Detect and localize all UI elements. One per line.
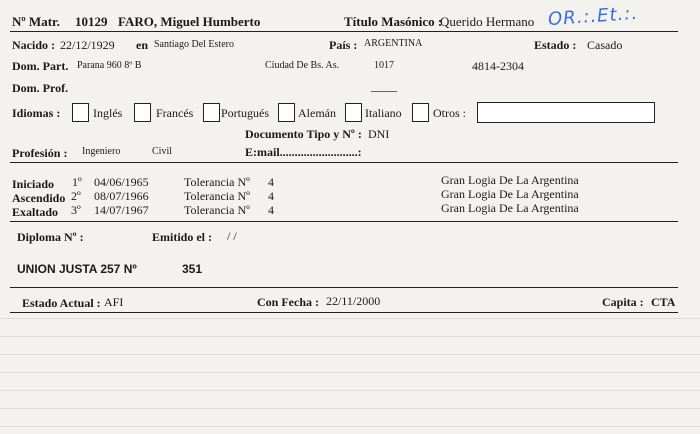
documento-value: DNI [368,127,390,141]
dom-part-label: Dom. Part. [12,59,69,73]
grade-lodge: Gran Logia De La Argentina [441,173,579,187]
divider [10,287,678,288]
tolerancia-value: 4 [268,175,274,189]
tolerancia-value: 4 [268,203,274,217]
emitido-value: / / [227,229,237,243]
profesion-value-2: Civil [152,146,173,157]
idioma-otros: Otros : [433,106,466,120]
profesion-label: Profesión : [12,146,68,160]
dom-part-phone: 4814-2304 [472,59,524,73]
fecha-value: 22/11/2000 [326,294,381,308]
grade-lodge: Gran Logia De La Argentina [441,201,579,215]
checkbox-frances[interactable] [134,103,151,122]
en-label: en [136,38,148,52]
grade-num: 1º [72,175,82,189]
grade-label: Iniciado [12,177,55,191]
profesion-value-1: Ingeniero [82,146,121,157]
grade-date: 04/06/1965 [94,175,149,189]
checkbox-otros[interactable] [412,103,429,122]
email-label: E:mail..........................: [245,145,362,159]
dom-prof-label: Dom. Prof. [12,81,69,95]
idioma-portugues: Portugués [221,106,269,120]
grade-num: 3º [71,203,81,217]
estado-actual-value: AFI [104,295,124,309]
tolerancia-label: Tolerancia Nº [184,189,250,203]
pais-value: ARGENTINA [364,38,423,49]
grade-date: 08/07/1966 [94,189,149,203]
divider [10,162,678,163]
grade-lodge: Gran Logia De La Argentina [441,187,579,201]
divider [10,312,678,313]
idioma-italiano: Italiano [365,106,402,120]
titulo-value: Querido Hermano [440,14,535,29]
underline [371,91,397,92]
divider [10,221,678,222]
idioma-aleman: Alemán [298,106,336,120]
idioma-ingles: Inglés [93,106,123,120]
tolerancia-value: 4 [268,189,274,203]
titulo-label: Título Masónico : [344,14,443,29]
estado-civil-label: Estado : [534,38,577,52]
tolerancia-label: Tolerancia Nº [184,175,250,189]
checkbox-ingles[interactable] [72,103,89,122]
dom-part-zip: 1017 [374,60,394,71]
checkbox-italiano[interactable] [345,103,362,122]
emitido-label: Emitido el : [152,230,212,244]
estado-actual-label: Estado Actual : [22,296,101,310]
idioma-frances: Francés [156,106,194,120]
grade-num: 2º [71,189,81,203]
checkbox-aleman[interactable] [278,103,295,122]
grade-label: Exaltado [12,205,59,219]
otros-input[interactable] [477,102,655,123]
grade-date: 14/07/1967 [94,203,149,217]
member-name: FARO, Miguel Humberto [118,14,261,29]
divider [10,31,678,32]
pais-label: País : [329,38,358,52]
estado-civil-value: Casado [587,38,623,52]
diploma-label: Diploma Nº : [17,230,84,244]
logia-name: UNION JUSTA 257 Nº [17,262,137,276]
documento-label: Documento Tipo y Nº : [245,127,362,141]
capita-label: Capita : [602,295,644,309]
fecha-label: Con Fecha : [257,295,319,309]
dom-part-city: Ciudad De Bs. As. [265,60,340,71]
nacido-label: Nacido : [12,38,55,52]
tolerancia-label: Tolerancia Nº [184,203,250,217]
dom-part-address: Parana 960 8º B [77,60,142,71]
handwritten-annotation: OR.:.Et.:. [547,2,639,31]
checkbox-portugues[interactable] [203,103,220,122]
capita-value: CTA [651,295,676,309]
idiomas-label: Idiomas : [12,106,61,120]
matr-value: 10129 [75,14,108,29]
grade-label: Ascendido [12,191,66,205]
logia-number: 351 [182,262,203,276]
birth-place: Santiago Del Estero [154,39,234,50]
nacido-date: 22/12/1929 [60,38,115,52]
matr-label: Nº Matr. [12,14,60,29]
